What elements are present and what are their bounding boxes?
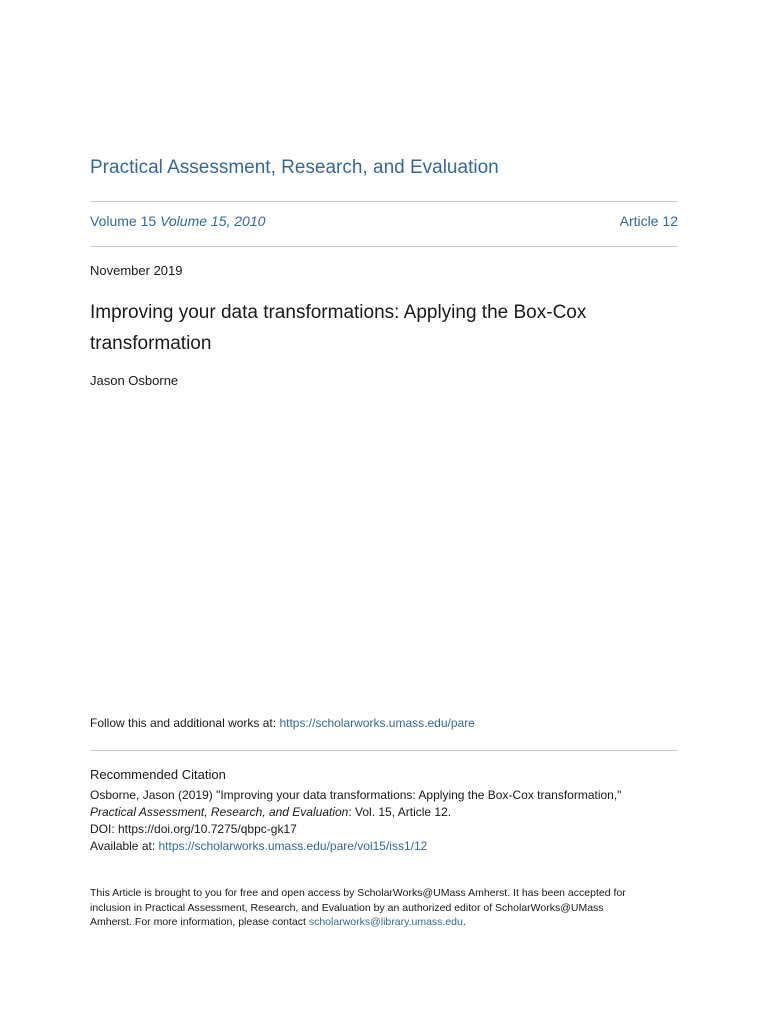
citation-divider	[90, 750, 678, 751]
available-label: Available at:	[90, 839, 159, 853]
follow-url-link[interactable]: https://scholarworks.umass.edu/pare	[279, 716, 475, 730]
available-url-link[interactable]: https://scholarworks.umass.edu/pare/vol15/iss1/12	[158, 839, 428, 853]
open-access-note	[90, 886, 678, 930]
volume-detail-link[interactable]: Volume 15, 2010	[160, 213, 266, 229]
citation-block	[90, 787, 678, 855]
footer-line-3-end: .	[462, 916, 466, 928]
article-number-link[interactable]: Article 12	[619, 213, 678, 229]
footer-line-1: This Article is brought to you for free and open access by ScholarWorks@UMass Amherst. It has been accepted for	[90, 887, 626, 899]
top-divider	[90, 201, 678, 202]
citation-available-line	[90, 838, 678, 855]
citation-journal-italic: Practical Assessment, Research, and Evaluation	[90, 805, 349, 819]
volume-divider	[90, 246, 678, 247]
footer-line-2: inclusion in Practical Assessment, Research, and Evaluation by an authorized editor of ScholarWorks@UMass	[90, 901, 604, 914]
publication-date: November 2019	[90, 263, 183, 278]
volume-links	[90, 213, 265, 229]
recommended-citation-heading: Recommended Citation	[90, 767, 226, 782]
article-title: Improving your data transformations: Applying the Box-Cox transformation	[90, 302, 587, 354]
footer-line-3-text: Amherst. For more information, please contact	[90, 916, 309, 928]
follow-line	[90, 716, 475, 730]
author-name: Jason Osborne	[90, 373, 179, 388]
citation-line-1: Osborne, Jason (2019) "Improving your data transformations: Applying the Box-Cox transformation,"	[90, 788, 622, 802]
citation-doi: DOI: https://doi.org/10.7275/qbpc-gk17	[90, 822, 297, 836]
citation-line-2	[90, 804, 678, 821]
volume-link[interactable]: Volume 15	[90, 213, 157, 229]
contact-email-link[interactable]: scholarworks@library.umass.edu	[308, 916, 463, 928]
cover-page	[90, 0, 678, 1024]
journal-title-link[interactable]: Practical Assessment, Research, and Evaluation	[90, 157, 499, 178]
follow-text: Follow this and additional works at:	[90, 716, 280, 730]
footer-line-3	[90, 915, 678, 930]
citation-volume-text: : Vol. 15, Article 12.	[348, 805, 452, 819]
